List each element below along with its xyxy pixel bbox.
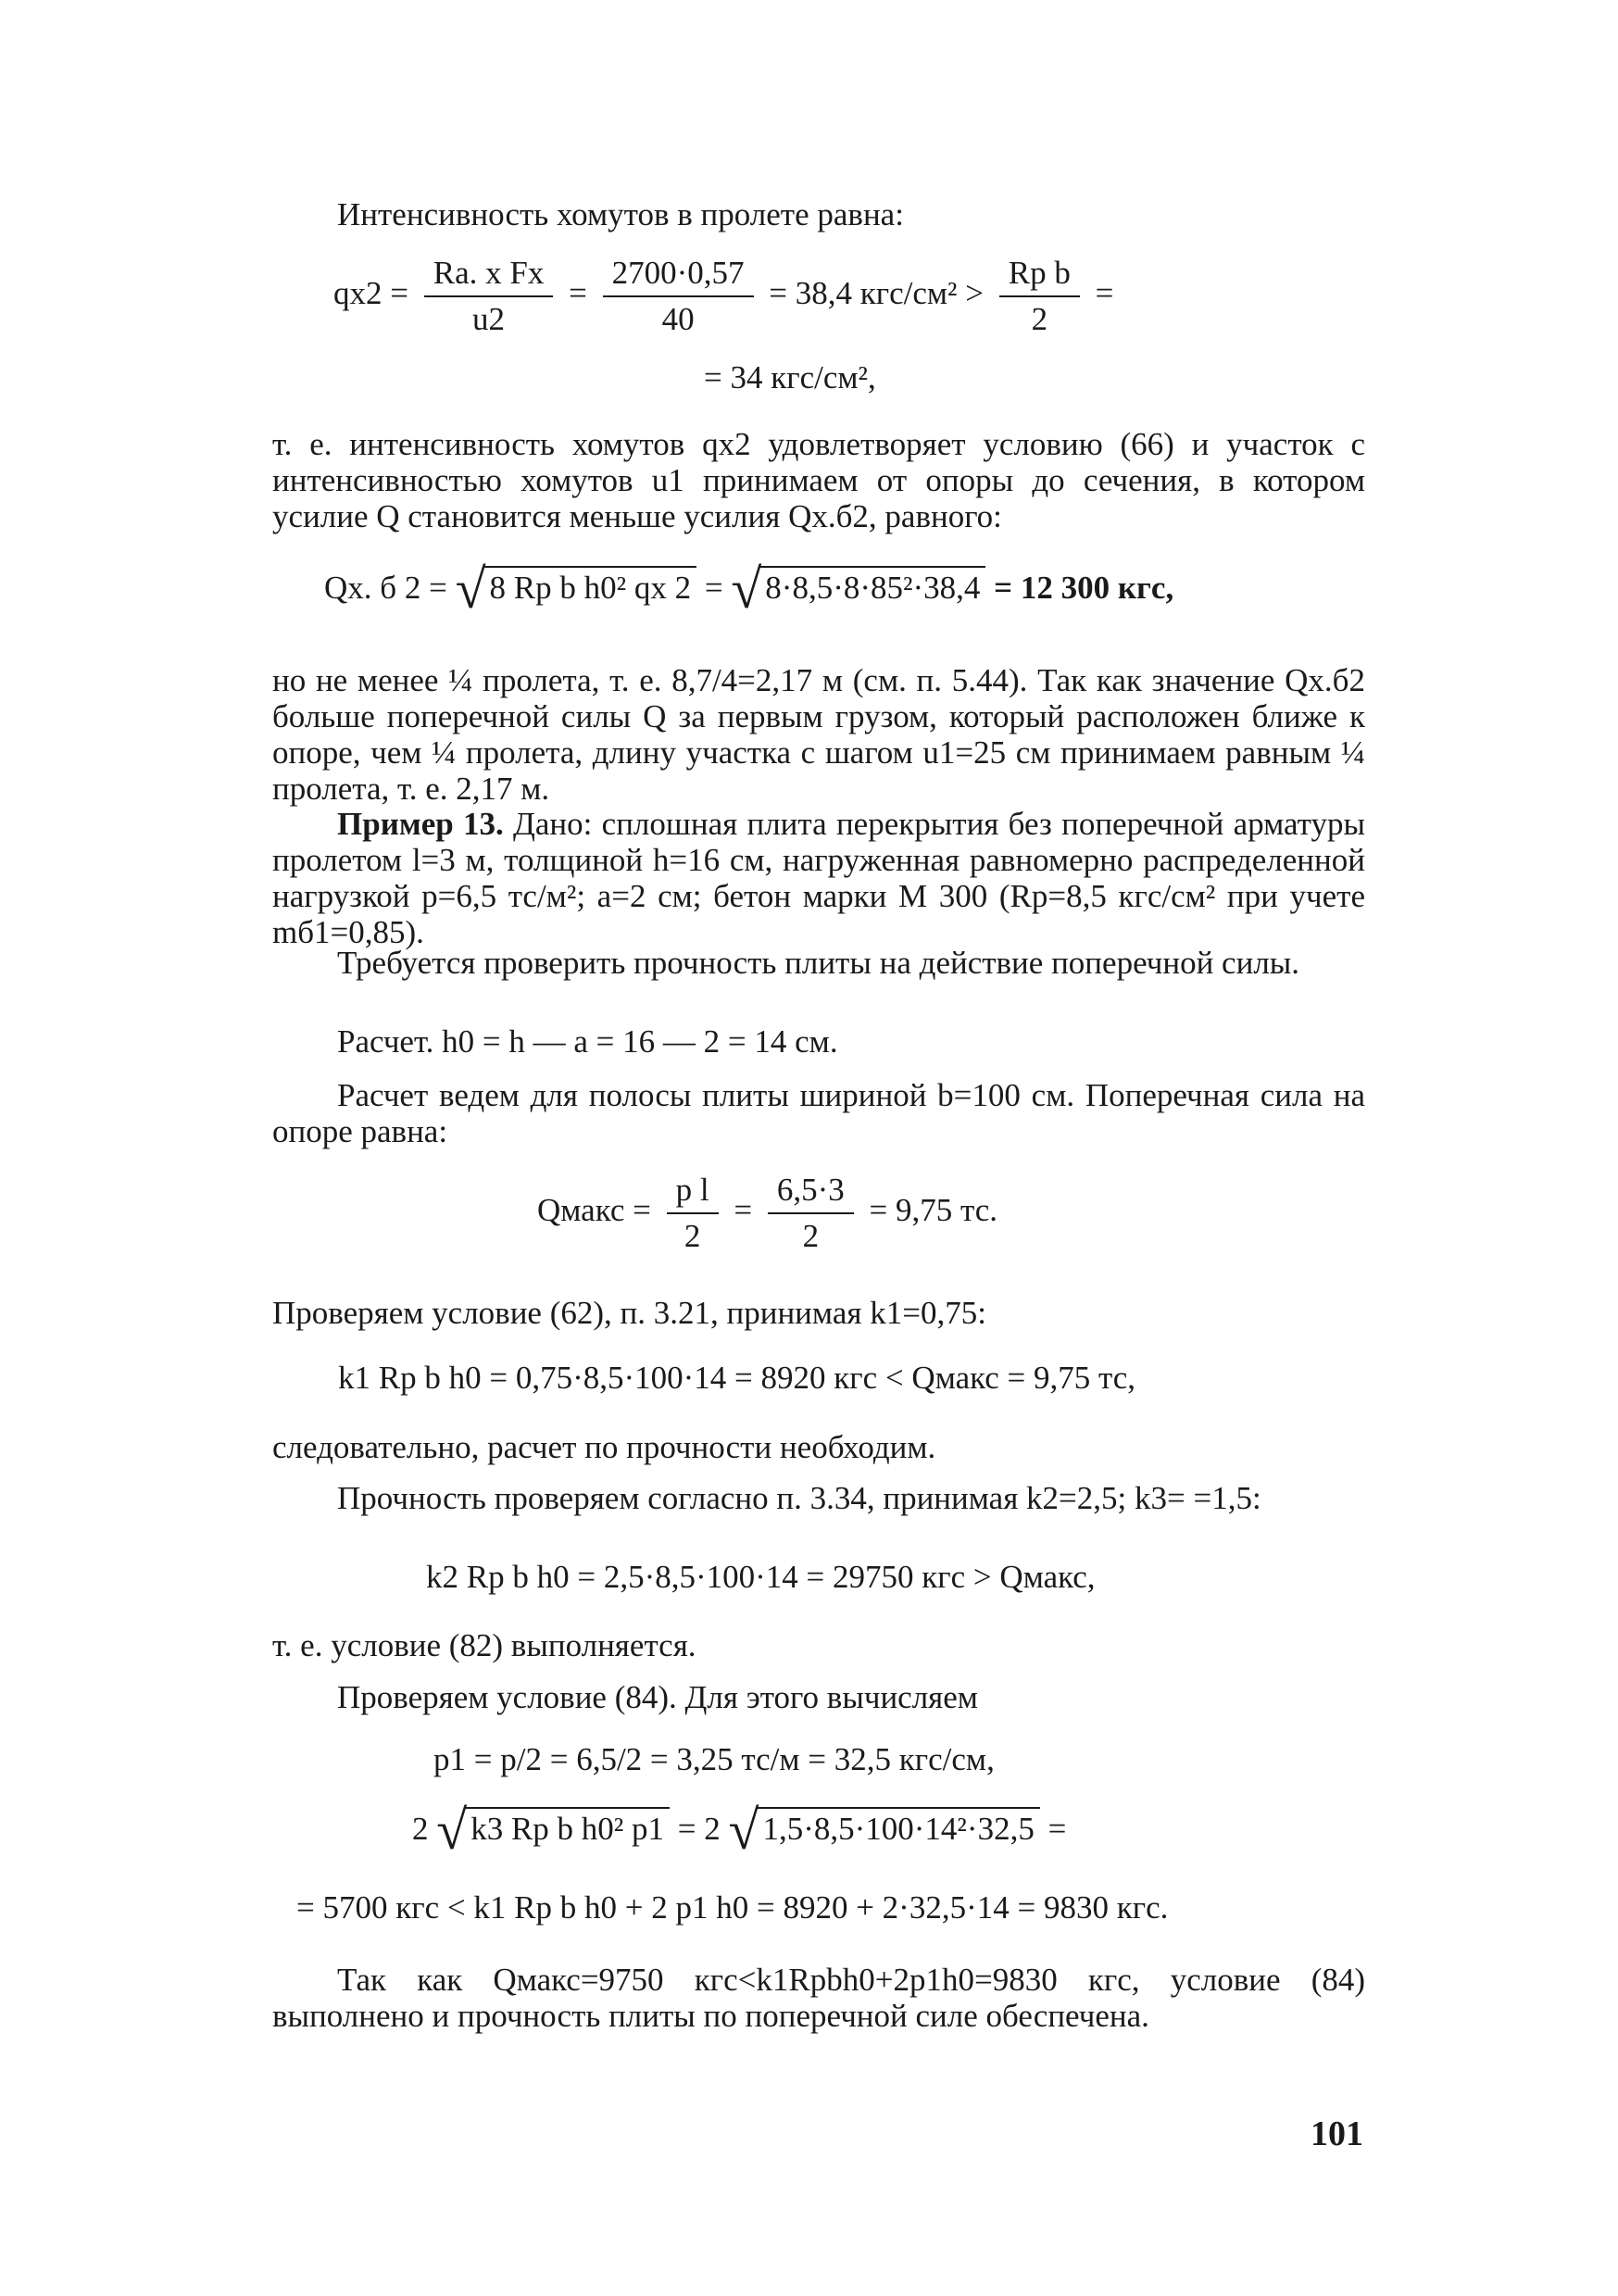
paragraph-calculation-h0: Расчет. h0 = h — a = 16 — 2 = 14 см. — [337, 1023, 838, 1060]
eq1-f3-numerator: Rp b — [1008, 255, 1071, 291]
paragraph-intro: Интенсивность хомутов в пролете равна: — [337, 196, 904, 232]
eq2-rhs: = 12 300 кгс, — [994, 570, 1174, 606]
eq7-radicand-1: k3 Rp b h0² p1 — [465, 1807, 670, 1847]
eq7-prefix: 2 — [412, 1811, 429, 1847]
eq1-f1-numerator: Ra. x Fx — [433, 255, 545, 291]
paragraph-check-334: Прочность проверяем согласно п. 3.34, принимая k2=2,5; k3= =1,5: — [337, 1480, 1261, 1516]
equation-5700-check: = 5700 кгс < k1 Rp b h0 + 2 p1 h0 = 8920 + 2·32,5·14 = 9830 кгс. — [296, 1889, 1169, 1926]
eq7-end: = — [1047, 1811, 1067, 1847]
eq3-f1-denominator: 2 — [667, 1212, 719, 1255]
equation-p1: p1 = p/2 = 6,5/2 = 3,25 тс/м = 32,5 кгс/см, — [433, 1741, 995, 1777]
eq3-fraction-1 — [667, 1172, 719, 1255]
paragraph-condition-82: т. е. условие (82) выполняется. — [272, 1627, 696, 1663]
equation-qxb2 — [324, 558, 1174, 620]
eq1-lhs: qx2 = — [333, 275, 408, 312]
eq7-middle: = 2 — [677, 1811, 721, 1847]
eq1-fraction-1 — [424, 255, 554, 338]
eq2-radicand-1: 8 Rp b h0² qx 2 — [484, 566, 697, 606]
page-number: 101 — [1311, 2114, 1363, 2153]
eq3-equals: = — [734, 1192, 753, 1229]
eq1-fraction-3 — [999, 255, 1080, 338]
equation-qmax — [537, 1172, 997, 1255]
paragraph-requirement: Требуется проверить прочность плиты на действие поперечной силы. — [337, 945, 1300, 981]
paragraph-check-62: Проверяем условие (62), п. 3.21, принимая k1=0,75: — [272, 1295, 986, 1331]
eq3-fraction-2 — [768, 1172, 854, 1255]
paragraph-strength-needed: следовательно, расчет по прочности необходим. — [272, 1429, 936, 1465]
paragraph-strip-width: Расчет ведем для полосы плиты шириной b=100 см. Поперечная сила на опоре равна: — [272, 1077, 1365, 1149]
equation-qx2-line2: = 34 кгс/см², — [704, 359, 876, 395]
equation-k2-check: k2 Rp b h0 = 2,5·8,5·100·14 = 29750 кгс > Qмакс, — [426, 1559, 1096, 1595]
paragraph-condition-66: т. е. интенсивность хомутов qx2 удовлетворяет условию (66) и участок с интенсивностью хомутов u1 принимаем от опоры до сечения, в котором усилие Q становится меньше усилия Qx.б2, равного: — [272, 426, 1365, 534]
eq2-sqrt-2: √ 8·8,5·8·85²·38,4 — [731, 570, 985, 608]
eq1-f2-denominator: 40 — [603, 295, 754, 338]
paragraph-conclusion: Так как Qмакс=9750 кгс<k1Rpbh0+2p1h0=9830 кгс, условие (84) выполнено и прочность плиты по поперечной силе обеспечена. — [272, 1962, 1365, 2034]
example-title: Пример 13. — [337, 806, 504, 842]
eq1-end: = — [1095, 275, 1114, 312]
equation-sqrt-k3 — [412, 1800, 1067, 1861]
eq3-lhs: Qмакс = — [537, 1192, 651, 1229]
eq3-f2-denominator: 2 — [768, 1212, 854, 1255]
eq7-radicand-2: 1,5·8,5·100·14²·32,5 — [757, 1807, 1039, 1847]
eq1-equals: = — [569, 275, 587, 312]
eq1-f1-denominator: u2 — [424, 295, 554, 338]
paragraph-example-13 — [272, 806, 1365, 950]
paragraph-check-84: Проверяем условие (84). Для этого вычисляем — [337, 1679, 978, 1715]
eq2-lhs: Qx. б 2 = — [324, 570, 447, 606]
eq1-middle: = 38,4 кгс/см² > — [769, 275, 985, 312]
eq3-f2-numerator: 6,5·3 — [776, 1172, 845, 1208]
example-text: Дано: сплошная плита перекрытия без поперечной арматуры пролетом l=3 м, толщиной h=16 см, нагруженная равномерно распределенной нагрузкой p=6,5 тс/м²; a=2 см; бетон марки М 300 (Rp=8,5 кгс/см² при учете mб1=0,85). — [272, 806, 1365, 950]
eq3-rhs: = 9,75 тс. — [869, 1192, 998, 1229]
eq3-f1-numerator: p l — [675, 1172, 709, 1208]
eq7-sqrt-2: √ 1,5·8,5·100·14²·32,5 — [729, 1811, 1040, 1849]
eq7-sqrt-1: √ k3 Rp b h0² p1 — [436, 1811, 670, 1849]
equation-k1-check: k1 Rp b h0 = 0,75·8,5·100·14 = 8920 кгс < Qмакс = 9,75 тс, — [338, 1360, 1136, 1396]
eq2-sqrt-1: √ 8 Rp b h0² qx 2 — [456, 570, 697, 608]
eq1-f2-numerator: 2700·0,57 — [611, 255, 745, 291]
eq1-f3-denominator: 2 — [999, 295, 1080, 338]
eq2-equals: = — [704, 570, 723, 606]
eq2-radicand-2: 8·8,5·8·85²·38,4 — [759, 566, 985, 606]
eq1-fraction-2 — [603, 255, 754, 338]
paragraph-quarter-span: но не менее ¼ пролета, т. е. 8,7/4=2,17 м (см. п. 5.44). Так как значение Qx.б2 больше поперечной силы Q за первым грузом, который расположен ближе к опоре, чем ¼ пролета, длину участка с шагом u1=25 см принимаем равным ¼ пролета, т. е. 2,17 м. — [272, 662, 1365, 807]
equation-qx2 — [333, 255, 1113, 338]
